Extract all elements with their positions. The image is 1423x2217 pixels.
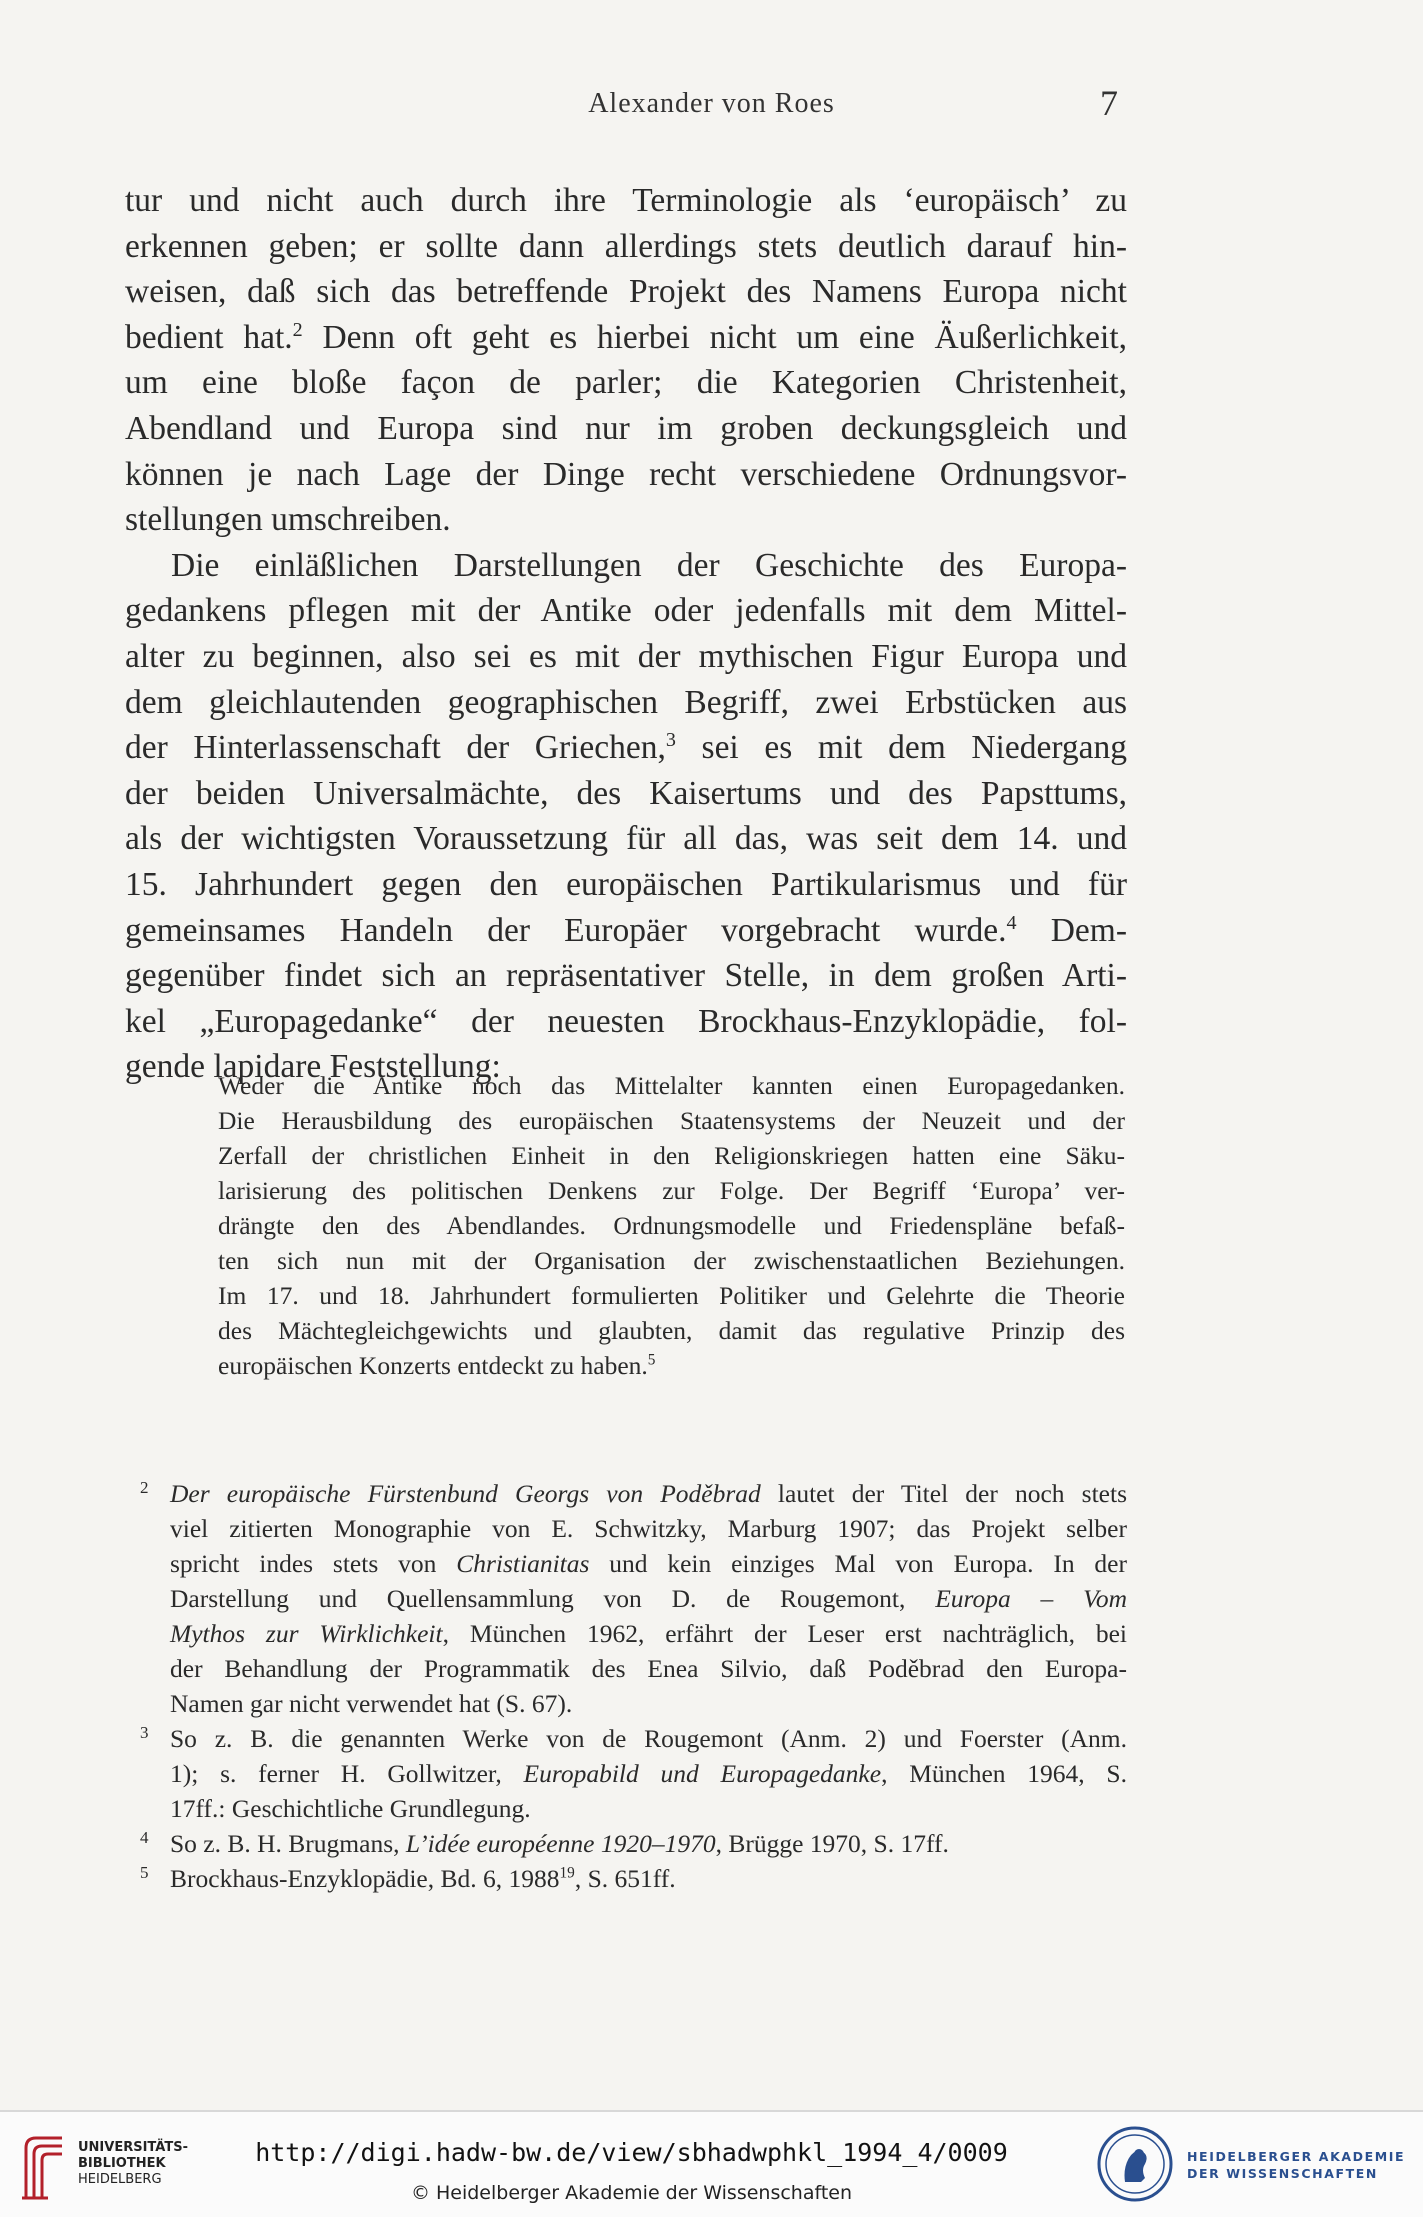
main-text	[125, 178, 1127, 1090]
text-segment: , S. 651ff.	[574, 1864, 676, 1893]
footnote-mark: 2	[140, 1478, 149, 1497]
footnote-line: 17ff.: Geschichtliche Grundlegung.	[170, 1794, 531, 1823]
footnote-ref[interactable]: 2	[292, 318, 303, 341]
text-segment: , Brügge 1970, S. 17ff.	[715, 1829, 949, 1858]
text-segment: L’idée européenne 1920–1970	[405, 1829, 716, 1858]
footnote-line: viel zitierten Monographie von E. Schwitzky, Marburg 1907; das Projekt selber	[170, 1514, 1127, 1543]
text-segment: So z. B. H. Brugmans,	[170, 1829, 406, 1858]
academy-name-line: DER WISSENSCHAFTEN	[1187, 2166, 1378, 2181]
footnote-mark: 3	[140, 1723, 149, 1742]
text-line: erkennen geben; er sollte dann allerdings stets deutlich darauf hin-	[125, 227, 1127, 265]
text-line: kel „Europagedanke“ der neuesten Brockhaus-Enzyklopädie, fol-	[125, 1002, 1127, 1040]
text-line: gedankens pflegen mit der Antike oder jedenfalls mit dem Mittel-	[125, 592, 1127, 630]
paragraph-1	[125, 178, 1127, 543]
quote-line: Die Herausbildung des europäischen Staatensystems der Neuzeit und der	[218, 1106, 1125, 1135]
text-line	[125, 725, 1127, 771]
text-line: 15. Jahrhundert gegen den europäischen Partikularismus und für	[125, 865, 1127, 903]
footnote-line	[170, 1546, 1127, 1581]
text-line: gegenüber findet sich an repräsentativer Stelle, in dem großen Arti-	[125, 957, 1127, 995]
quote-line: Im 17. und 18. Jahrhundert formulierten Politiker und Gelehrte die Theorie	[218, 1281, 1125, 1310]
permalink-url[interactable]: http://digi.hadw-bw.de/view/sbhadwphkl_1994_4/0009	[255, 2138, 1008, 2167]
text-line: gende lapidare Feststellung:	[125, 1048, 501, 1086]
quote-line: drängte den des Abendlandes. Ordnungsmodelle und Friedenspläne befaß-	[218, 1211, 1125, 1240]
text-segment: Christianitas	[456, 1549, 590, 1578]
quote-line: Weder die Antike noch das Mittelalter kannten einen Europagedanken.	[218, 1071, 1125, 1100]
text-line: weisen, daß sich das betreffende Projekt des Namens Europa nicht	[125, 273, 1127, 311]
text-line: können je nach Lage der Dinge recht verschiedene Ordnungsvor-	[125, 455, 1127, 493]
footnote-ref[interactable]: 5	[647, 1351, 656, 1369]
text-line	[125, 315, 1127, 361]
text-segment: 1); s. ferner H. Gollwitzer,	[170, 1759, 524, 1788]
library-name-line: BIBLIOTHEK	[78, 2156, 166, 2171]
text-line	[125, 908, 1127, 954]
footnote-ref[interactable]: 4	[1006, 911, 1017, 934]
text-line: alter zu beginnen, also sei es mit der mythischen Figur Europa und	[125, 637, 1127, 675]
quote-line	[218, 1348, 1125, 1383]
academy-logo[interactable]	[1095, 2124, 1415, 2204]
quote-line: des Mächtegleichgewichts und glaubten, damit das regulative Prinzip des	[218, 1316, 1125, 1345]
paragraph-2	[125, 543, 1127, 1090]
text-line: Die einläßlichen Darstellungen der Geschichte des Europa-	[171, 546, 1127, 584]
text-segment: spricht indes stets von	[170, 1549, 457, 1578]
library-name-line: HEIDELBERG	[78, 2172, 162, 2187]
text-segment: sei es mit dem Niedergang	[701, 729, 1127, 767]
footnote-mark: 5	[140, 1863, 149, 1882]
text-segment: Brockhaus-Enzyklopädie, Bd. 6, 1988	[170, 1864, 560, 1893]
text-segment: Mythos zur Wirklichkeit	[170, 1619, 443, 1648]
page-number: 7	[1100, 83, 1118, 123]
footnote-mark: 4	[140, 1828, 149, 1847]
academy-name	[1187, 2148, 1405, 2182]
text-line: um eine bloße façon de parler; die Kategorien Christenheit,	[125, 364, 1127, 402]
superscript: 19	[559, 1864, 575, 1882]
block-quote	[218, 1068, 1125, 1383]
text-segment: europäischen Konzerts entdeckt zu haben.	[218, 1351, 648, 1380]
footnote-line: So z. B. die genannten Werke von de Rougemont (Anm. 2) und Foerster (Anm.	[170, 1724, 1127, 1753]
quote-line: ten sich nun mit der Organisation der zwischenstaatlichen Beziehungen.	[218, 1246, 1125, 1275]
footnote-line	[170, 1756, 1127, 1791]
text-segment: und kein einziges Mal von Europa. In der	[589, 1549, 1127, 1578]
footnote-line: der Behandlung der Programmatik des Enea Silvio, daß Poděbrad den Europa-	[170, 1654, 1127, 1683]
text-segment: lautet der Titel der noch stets	[760, 1479, 1127, 1508]
footnote-3	[140, 1721, 1127, 1826]
footnote-line	[170, 1581, 1127, 1616]
text-segment: Europa – Vom	[935, 1584, 1127, 1613]
footnote-2	[140, 1476, 1127, 1721]
text-line: als der wichtigsten Voraussetzung für all das, was seit dem 14. und	[125, 820, 1127, 858]
text-segment: , München 1962, erfährt der Leser erst nachträglich, bei	[442, 1619, 1128, 1648]
text-segment: Der europäische Fürstenbund Georgs von Poděbrad	[170, 1479, 761, 1508]
text-segment: bedient hat.	[125, 318, 293, 356]
text-segment: der Hinterlassenschaft der Griechen,	[125, 729, 666, 767]
footnotes	[140, 1476, 1127, 1896]
footnote-line: Namen gar nicht verwendet hat (S. 67).	[170, 1689, 573, 1718]
academy-seal-icon	[1095, 2124, 1175, 2204]
library-name-line: UNIVERSITÄTS-	[78, 2140, 188, 2155]
academy-name-line: HEIDELBERGER AKADEMIE	[1187, 2149, 1406, 2164]
footnote-line	[170, 1861, 1127, 1896]
text-line: dem gleichlautenden geographischen Begriff, zwei Erbstücken aus	[125, 683, 1127, 721]
quote-line: Zerfall der christlichen Einheit in den Religionskriegen hatten eine Säku-	[218, 1141, 1125, 1170]
text-segment: Europabild und Europagedanke	[523, 1759, 882, 1788]
copyright-notice: © Heidelberger Akademie der Wissenschaften	[410, 2182, 853, 2204]
viewer-footer	[0, 2110, 1423, 2217]
running-head: Alexander von Roes	[588, 88, 835, 119]
footnote-4	[140, 1826, 1127, 1861]
quote-line: larisierung des politischen Denkens zur Folge. Der Begriff ‘Europa’ ver-	[218, 1176, 1125, 1205]
page-header	[0, 83, 1423, 128]
text-segment: Dem-	[1050, 911, 1127, 949]
text-segment: Denn oft geht es hierbei nicht um eine Äußerlichkeit,	[322, 318, 1128, 356]
text-segment: , München 1964, S.	[881, 1759, 1127, 1788]
footnote-line	[170, 1476, 1127, 1511]
footnote-5	[140, 1861, 1127, 1896]
text-line: Abendland und Europa sind nur im groben deckungsgleich und	[125, 409, 1127, 447]
text-line: der beiden Universalmächte, des Kaisertums und des Papsttums,	[125, 774, 1127, 812]
footnote-ref[interactable]: 3	[665, 728, 676, 751]
text-line: stellungen umschreiben.	[125, 501, 451, 539]
text-line: tur und nicht auch durch ihre Terminologie als ‘europäisch’ zu	[125, 182, 1127, 219]
text-segment: gemeinsames Handeln der Europäer vorgebracht wurde.	[125, 911, 1007, 949]
footnote-line	[170, 1616, 1127, 1651]
text-segment: Darstellung und Quellensammlung von D. de Rougemont,	[170, 1584, 936, 1613]
footnote-line	[170, 1826, 1127, 1861]
